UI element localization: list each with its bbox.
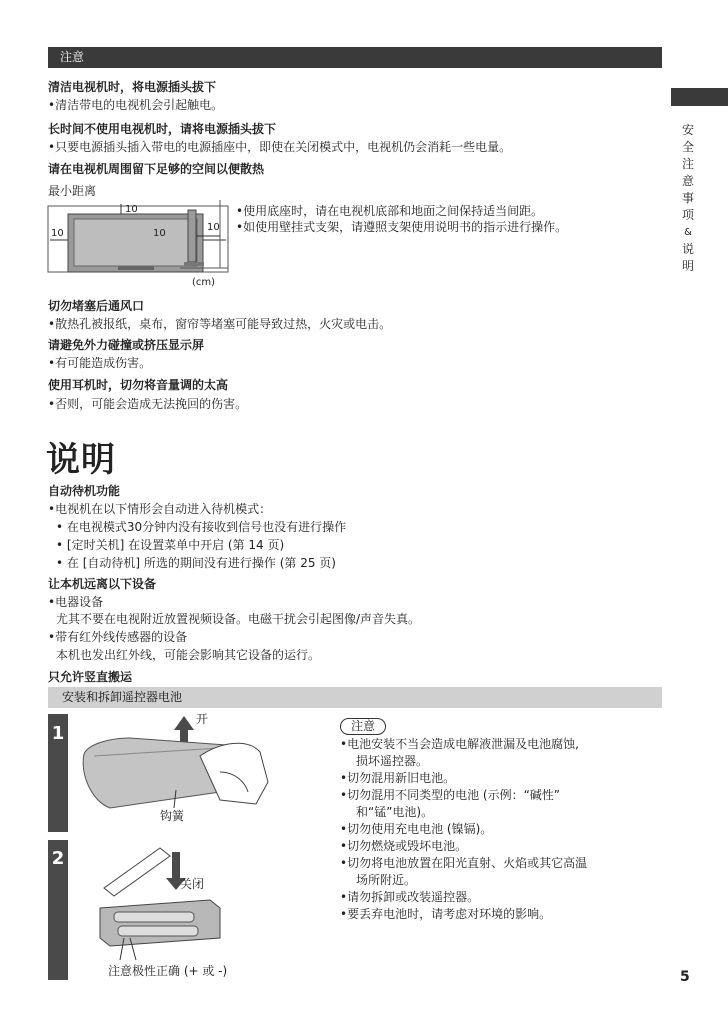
auto-standby-item: • 在电视模式30分钟内没有接收到信号也没有进行操作: [56, 520, 347, 534]
battery-note-line: 场所附近。: [356, 873, 417, 887]
battery-note-line: •电池安装不当会造成电解液泄漏及电池腐蚀,: [340, 737, 579, 751]
side-tab-char: 项: [681, 208, 694, 222]
heading-keep-away: 让本机远离以下设备: [48, 577, 157, 591]
tv-side-clearance-diagram: [180, 196, 230, 276]
min-distance-label: 最小距离: [48, 184, 97, 198]
text-clean-shock: •清洁带电的电视机会引起触电。: [48, 98, 224, 112]
side-tab-label: [678, 122, 698, 275]
section-title: 说明: [46, 440, 116, 480]
battery-note-line: •切勿将电池放置在阳光直射、火焰或其它高温: [340, 856, 588, 870]
battery-note-line: •要丢弃电池时，请考虑对环境的影响。: [340, 907, 552, 921]
clearance-right-value: 10: [153, 228, 166, 239]
auto-standby-intro: •电视机在以下情形会自动进入待机模式：: [48, 502, 272, 516]
close-label: 关闭: [180, 877, 205, 891]
text-injury: •有可能造成伤害。: [48, 356, 152, 370]
keep-away-line: •带有红外线传感器的设备: [48, 630, 188, 644]
text-hearing-damage: •否则，可能会造成无法挽回的伤害。: [48, 397, 248, 411]
side-tab-char: 意: [681, 174, 694, 188]
battery-notes-box: [340, 715, 386, 735]
heading-auto-standby: 自动待机功能: [48, 484, 121, 498]
page-number: 5: [680, 969, 690, 985]
side-tab-char: 注: [681, 157, 694, 171]
text-vents-blocked: •散热孔被报纸，桌布，窗帘等堵塞可能导致过热，火灾或电击。: [48, 317, 392, 331]
battery-note-line: •切勿燃烧或毁坏电池。: [340, 839, 468, 853]
polarity-label: 注意极性正确 (+ 或 -): [108, 964, 228, 978]
step-2-number: 2: [48, 840, 68, 980]
heading-headphone-volume: 使用耳机时，切勿将音量调的太高: [48, 378, 229, 392]
keep-away-line: 本机也发出红外线，可能会影响其它设备的运行。: [56, 648, 321, 662]
clearance-side-value: 10: [207, 222, 220, 233]
heading-clean-unplug: 清洁电视机时，将电源插头拔下: [48, 80, 217, 94]
auto-standby-item: • 在 [自动待机] 所选的期间没有进行操作 (第 25 页): [56, 556, 336, 570]
side-tab-char: &: [684, 227, 692, 238]
battery-section-bar: [48, 687, 662, 708]
heading-upright-carry: 只允许竖直搬运: [48, 670, 133, 684]
heading-long-unused: 长时间不使用电视机时，请将电源插头拔下: [48, 122, 277, 136]
battery-notes-label: 注意: [340, 718, 386, 735]
caution-bar-label: 注意: [60, 50, 85, 64]
battery-note-line: •切勿混用新旧电池。: [340, 771, 456, 785]
heading-avoid-impact: 请避免外力碰撞或挤压显示屏: [48, 338, 205, 352]
stand-note: •使用底座时，请在电视机底部和地面之间保持适当间距。: [236, 204, 544, 218]
keep-away-line: 尤其不要在电视附近放置视频设备。电磁干扰会引起图像/声音失真。: [56, 612, 421, 626]
open-label: 开: [196, 712, 209, 726]
step-1-number: 1: [48, 714, 68, 832]
battery-note-line: •请勿拆卸或改装遥控器。: [340, 890, 480, 904]
battery-note-line: •切勿混用不同类型的电池 (示例：“碱性”: [340, 788, 561, 802]
battery-note-line: •切勿使用充电电池 (镍镉)。: [340, 822, 493, 836]
wall-bracket-note: •如使用壁挂式支架，请遵照支架使用说明书的指示进行操作。: [236, 220, 568, 234]
caution-section-bar: [48, 47, 662, 68]
clearance-left-value: 10: [51, 228, 64, 239]
side-tab-char: 说: [681, 242, 694, 256]
side-tab-char: 全: [681, 140, 694, 154]
battery-note-line: 损坏遥控器。: [356, 754, 429, 768]
clearance-top-value: 10: [125, 204, 138, 215]
battery-bar-label: 安装和拆卸遥控器电池: [62, 690, 183, 704]
remote-battery-illustration: [80, 838, 260, 963]
side-tab-char: 安: [681, 123, 694, 137]
hook-label: 钩簧: [160, 809, 185, 823]
text-power-consumption: •只要电源插头插入带电的电源插座中，即使在关闭模式中，电视机仍会消耗一些电量。: [48, 140, 512, 154]
heading-ventilation-space: 请在电视机周围留下足够的空间以便散热: [48, 162, 265, 176]
side-tab-char: 事: [681, 191, 694, 205]
heading-rear-vents: 切勿堵塞后通风口: [48, 299, 145, 313]
keep-away-line: •电器设备: [48, 595, 104, 609]
clearance-unit: (cm): [192, 277, 216, 288]
side-tab-char: 明: [681, 259, 694, 273]
battery-note-line: 和“锰”电池)。: [356, 805, 434, 819]
side-tab-marker: [671, 88, 728, 106]
auto-standby-item: • [定时关机] 在设置菜单中开启 (第 14 页): [56, 538, 285, 552]
